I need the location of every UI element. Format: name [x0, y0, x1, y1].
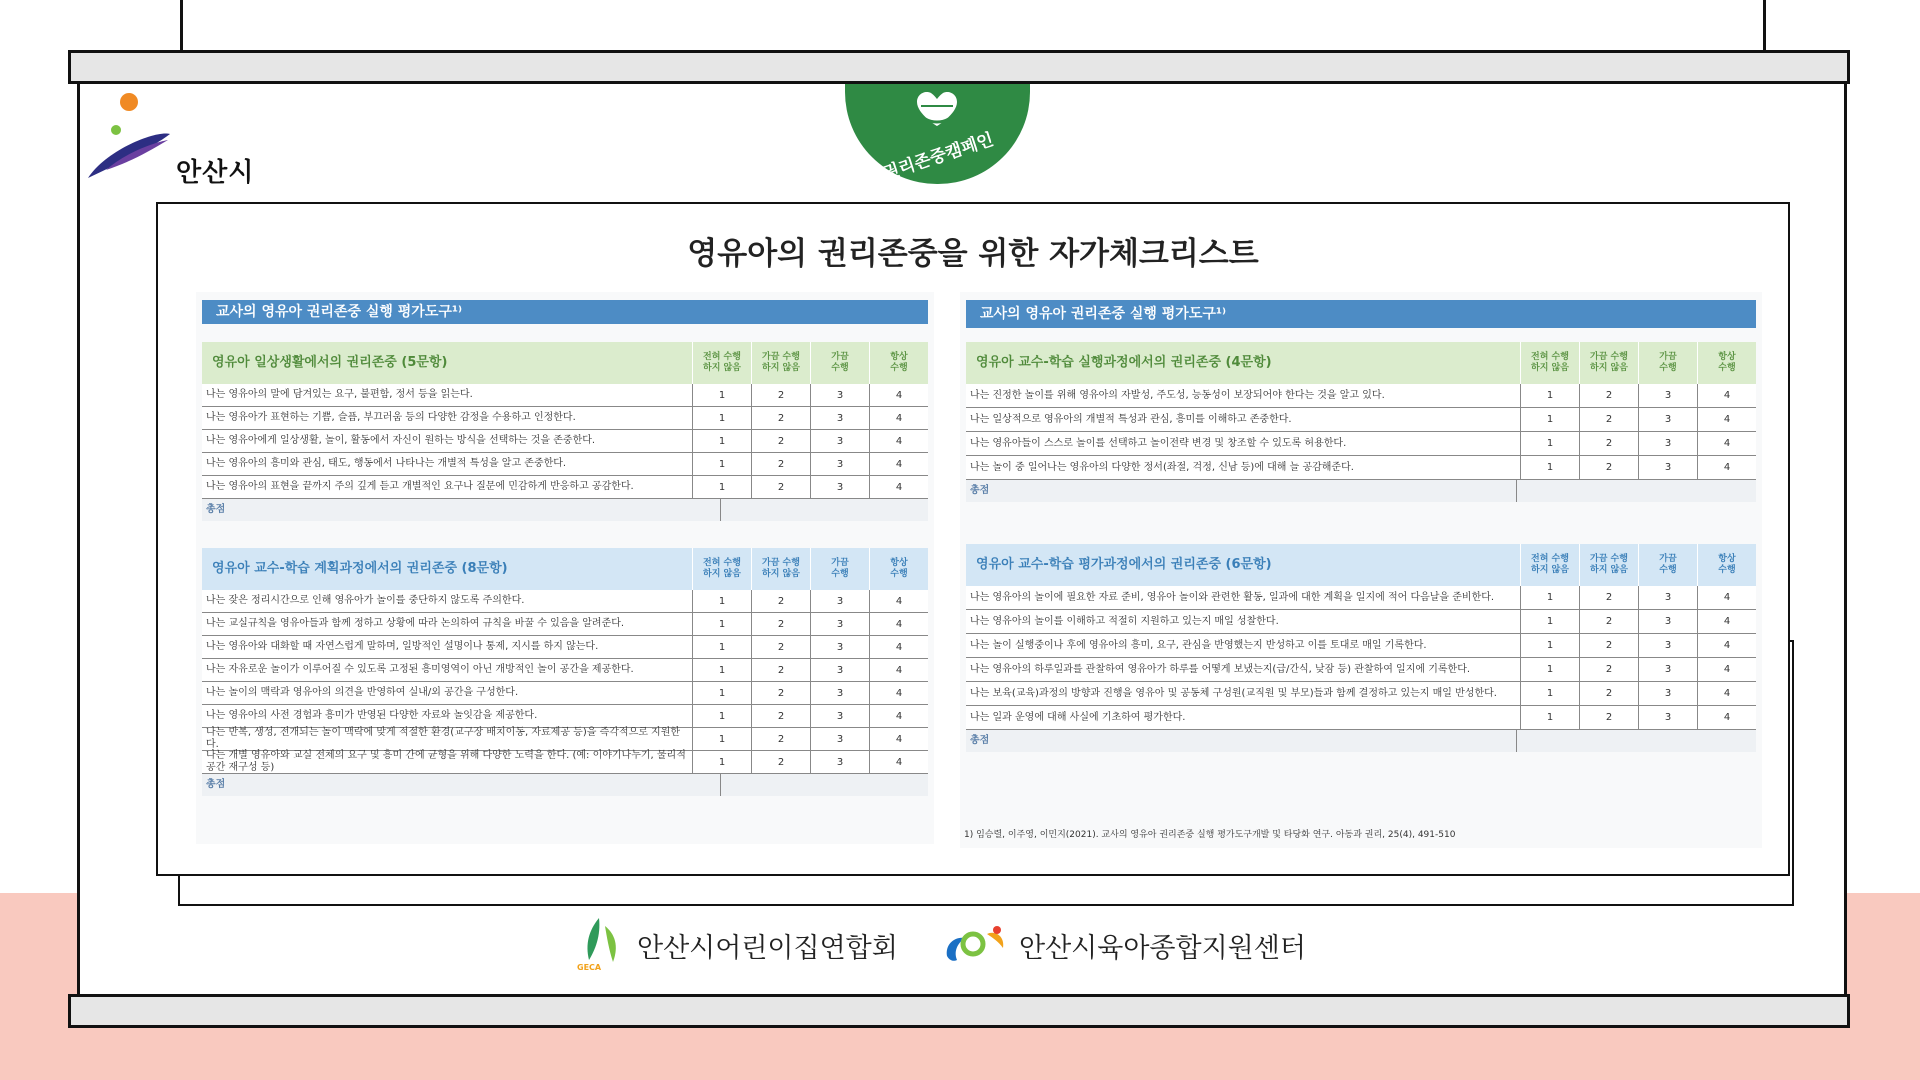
- rating-option[interactable]: 1: [1520, 384, 1579, 407]
- checklist-row: [202, 636, 928, 659]
- rating-option[interactable]: 1: [692, 430, 751, 452]
- checklist-row: [966, 658, 1756, 682]
- rating-option[interactable]: 1: [1520, 586, 1579, 609]
- section-title: 영유아 교수-학습 실행과정에서의 권리존중 (4문항): [976, 355, 1272, 370]
- checklist-row: [202, 590, 928, 613]
- rating-option[interactable]: 4: [869, 384, 928, 406]
- checklist-question: 나는 보육(교육)과정의 방향과 진행을 영유아 및 공동체 구성원(교직원 및 부모)들과 함께 결정하고 있는지 매일 반성한다.: [970, 687, 1497, 699]
- checklist-row: [966, 586, 1756, 610]
- rating-option[interactable]: 1: [1520, 658, 1579, 681]
- checklist-row: [202, 682, 928, 705]
- section-title: 영유아 교수-학습 평가과정에서의 권리존중 (6문항): [976, 557, 1272, 572]
- checklist-row: [966, 456, 1756, 480]
- rating-option[interactable]: 1: [1520, 634, 1579, 657]
- rating-option[interactable]: 4: [1697, 610, 1756, 633]
- checklist-row: [202, 384, 928, 407]
- checklist-question: 나는 개별 영유아와 교실 전체의 요구 및 흥미 간에 균형을 위해 다양한 노력을 한다. (예: 이야기나누기, 물리적 공간 재구성 등): [206, 750, 686, 773]
- rating-option[interactable]: 2: [1579, 706, 1638, 729]
- poster-title: 영유아의 권리존중을 위한 자가체크리스트: [687, 236, 1259, 272]
- rating-option[interactable]: 1: [1520, 610, 1579, 633]
- rating-option[interactable]: 3: [810, 453, 869, 475]
- checklist-row: [202, 659, 928, 682]
- rating-option[interactable]: 2: [751, 613, 810, 635]
- checklist-question: 나는 영유아의 표현을 끝까지 주의 깊게 듣고 개별적인 요구나 질문에 민감하게 반응하고 공감한다.: [206, 481, 634, 492]
- childcare-center-logo-icon: [943, 922, 1013, 966]
- top-rail: [68, 50, 1850, 84]
- rating-option[interactable]: 2: [1579, 384, 1638, 407]
- total-score-row: [966, 730, 1756, 752]
- rating-option[interactable]: 4: [1697, 432, 1756, 455]
- total-score-label: 총점: [966, 730, 1517, 752]
- rating-option[interactable]: 3: [1638, 706, 1697, 729]
- checklist-question: 나는 일과 운영에 대해 사실에 기초하여 평가한다.: [970, 711, 1186, 723]
- checklist-row: [966, 432, 1756, 456]
- rating-column-header: 가끔 수행: [810, 342, 869, 384]
- rating-option[interactable]: 2: [1579, 456, 1638, 479]
- checklist-question: 나는 자유로운 놀이가 이루어질 수 있도록 고정된 흥미영역이 아닌 개방적인 놀이 공간을 제공한다.: [206, 664, 634, 675]
- rating-option[interactable]: 4: [1697, 682, 1756, 705]
- total-score-label: 총점: [202, 774, 721, 796]
- rating-option[interactable]: 2: [1579, 658, 1638, 681]
- rating-option[interactable]: 3: [810, 728, 869, 750]
- rating-column-header: 항상 수행: [869, 548, 928, 590]
- checklist-row: [966, 384, 1756, 408]
- rating-column-header: 가끔 수행: [810, 548, 869, 590]
- top-frame: [180, 0, 1766, 52]
- rating-option[interactable]: 4: [1697, 658, 1756, 681]
- left-panel: [196, 292, 934, 844]
- rating-option[interactable]: 2: [751, 407, 810, 429]
- checklist-row: [966, 634, 1756, 658]
- rating-column-header: 가끔 수행: [1638, 342, 1697, 384]
- rating-option[interactable]: 3: [1638, 384, 1697, 407]
- section-title: 영유아 일상생활에서의 권리존중 (5문항): [212, 355, 448, 370]
- checklist-row: [966, 408, 1756, 432]
- rating-option[interactable]: 3: [1638, 456, 1697, 479]
- section-header: [202, 548, 928, 590]
- rating-option[interactable]: 2: [751, 384, 810, 406]
- rating-option[interactable]: 2: [751, 682, 810, 704]
- rating-option[interactable]: 3: [810, 636, 869, 658]
- rating-option[interactable]: 1: [1520, 456, 1579, 479]
- rating-option[interactable]: 1: [692, 453, 751, 475]
- rating-option[interactable]: 3: [810, 613, 869, 635]
- checklist-question: 나는 영유아들이 스스로 놀이를 선택하고 놀이전략 변경 및 창조할 수 있도록 허용한다.: [970, 437, 1347, 449]
- footer-org2: 안산시육아종합지원센터: [1019, 933, 1306, 964]
- rating-option[interactable]: 4: [869, 636, 928, 658]
- geca-mark: GECA: [577, 963, 602, 972]
- rating-column-header: 항상 수행: [869, 342, 928, 384]
- checklist-question: 나는 영유아의 사전 경험과 흥미가 반영된 다양한 자료와 놀잇감을 제공한다.: [206, 710, 538, 721]
- checklist-row: [202, 705, 928, 728]
- right-banner: 교사의 영유아 권리존중 실행 평가도구¹⁾: [966, 300, 1756, 328]
- rating-option[interactable]: 4: [1697, 706, 1756, 729]
- rating-option[interactable]: 3: [1638, 408, 1697, 431]
- checklist-section: [966, 544, 1756, 752]
- checklist-question: 나는 잦은 정리시간으로 인해 영유아가 놀이를 중단하지 않도록 주의한다.: [206, 595, 525, 606]
- total-score-row: [202, 499, 928, 521]
- rating-option[interactable]: 3: [1638, 432, 1697, 455]
- rating-option[interactable]: 3: [810, 476, 869, 498]
- rating-column-header: 전혀 수행 하지 않음: [692, 342, 751, 384]
- citation-footnote: 1) 임승렬, 이주영, 이민지(2021). 교사의 영유아 권리존중 실행 평가도구개발 및 타당화 연구. 아동과 권리, 25(4), 491-510: [964, 830, 1456, 840]
- rating-option[interactable]: 3: [810, 682, 869, 704]
- checklist-question: 나는 영유아의 하루일과를 관찰하여 영유아가 하루를 어떻게 보냈는지(급/간식, 낮잠 등) 관찰하여 일지에 기록한다.: [970, 663, 1471, 675]
- rating-option[interactable]: 1: [692, 407, 751, 429]
- checklist-row: [966, 682, 1756, 706]
- rating-option[interactable]: 4: [1697, 634, 1756, 657]
- rating-option[interactable]: 2: [1579, 634, 1638, 657]
- ansan-city-logo: [86, 90, 266, 188]
- rating-option[interactable]: 4: [1697, 384, 1756, 407]
- rating-option[interactable]: 2: [1579, 682, 1638, 705]
- rating-option[interactable]: 4: [869, 682, 928, 704]
- rating-option[interactable]: 4: [869, 476, 928, 498]
- total-score-row: [202, 774, 928, 796]
- rating-column-header: 전혀 수행 하지 않음: [692, 548, 751, 590]
- city-name: 안산시: [176, 158, 255, 188]
- campaign-badge-text: 권리존중캠페인: [880, 129, 997, 184]
- rating-option[interactable]: 3: [810, 430, 869, 452]
- checklist-question: 나는 놀이 중 일어나는 영유아의 다양한 정서(좌절, 걱정, 신남 등)에 대해 늘 공감해준다.: [970, 461, 1354, 473]
- checklist-question: 나는 일상적으로 영유아의 개별적 특성과 관심, 흥미를 이해하고 존중한다.: [970, 413, 1292, 425]
- checklist-question: 나는 영유아가 표현하는 기쁨, 슬픔, 부끄러움 등의 다양한 감정을 수용하고 인정한다.: [206, 412, 576, 423]
- rating-column-header: 가끔 수행 하지 않음: [751, 548, 810, 590]
- rating-option[interactable]: 1: [692, 590, 751, 612]
- rating-option[interactable]: 3: [1638, 658, 1697, 681]
- section-header: [966, 342, 1756, 384]
- checklist-question: 나는 놀이의 맥락과 영유아의 의견을 반영하여 실내/외 공간을 구성한다.: [206, 687, 519, 698]
- rating-option[interactable]: 3: [1638, 610, 1697, 633]
- rating-column-header: 가끔 수행 하지 않음: [1579, 544, 1638, 586]
- rating-option[interactable]: 2: [751, 728, 810, 750]
- rating-option[interactable]: 3: [810, 751, 869, 773]
- footer-org1: 안산시어린이집연합회: [637, 933, 898, 964]
- rating-option[interactable]: 3: [810, 705, 869, 727]
- rating-option[interactable]: 4: [869, 613, 928, 635]
- rating-option[interactable]: 1: [692, 705, 751, 727]
- rating-column-header: 가끔 수행 하지 않음: [1579, 342, 1638, 384]
- rating-option[interactable]: 3: [1638, 634, 1697, 657]
- rating-option[interactable]: 1: [692, 659, 751, 681]
- rating-option[interactable]: 4: [869, 728, 928, 750]
- rating-option[interactable]: 2: [1579, 408, 1638, 431]
- rating-option[interactable]: 1: [1520, 682, 1579, 705]
- rating-option[interactable]: 4: [1697, 456, 1756, 479]
- rating-option[interactable]: 3: [810, 407, 869, 429]
- right-panel: [960, 292, 1762, 848]
- checklist-question: 나는 진정한 놀이를 위해 영유아의 자발성, 주도성, 능동성이 보장되어야 한다는 것을 알고 있다.: [970, 389, 1385, 401]
- rating-option[interactable]: 3: [1638, 586, 1697, 609]
- rating-column-header: 가끔 수행 하지 않음: [751, 342, 810, 384]
- rating-option[interactable]: 4: [1697, 586, 1756, 609]
- rating-column-header: 전혀 수행 하지 않음: [1520, 544, 1579, 586]
- campaign-badge: [845, 84, 1030, 184]
- checklist-row: [966, 706, 1756, 730]
- rating-option[interactable]: 2: [751, 453, 810, 475]
- rating-option[interactable]: 2: [751, 751, 810, 773]
- rating-option[interactable]: 4: [1697, 408, 1756, 431]
- geca-logo-icon: [575, 916, 625, 972]
- rating-option[interactable]: 2: [751, 476, 810, 498]
- rating-option[interactable]: 1: [1520, 408, 1579, 431]
- total-score-row: [966, 480, 1756, 502]
- total-score-label: 총점: [202, 499, 721, 521]
- rating-option[interactable]: 4: [869, 407, 928, 429]
- rating-option[interactable]: 1: [692, 613, 751, 635]
- rating-option[interactable]: 3: [1638, 682, 1697, 705]
- rating-option[interactable]: 2: [751, 636, 810, 658]
- checklist-row: [202, 751, 928, 774]
- total-score-label: 총점: [966, 480, 1517, 502]
- rating-column-header: 항상 수행: [1697, 544, 1756, 586]
- rating-option[interactable]: 4: [869, 705, 928, 727]
- rating-option[interactable]: 1: [692, 728, 751, 750]
- rating-option[interactable]: 2: [751, 590, 810, 612]
- rating-column-header: 항상 수행: [1697, 342, 1756, 384]
- checklist-row: [202, 476, 928, 499]
- ansan-logo-icon: [86, 90, 176, 185]
- checklist-row: [202, 407, 928, 430]
- rating-option[interactable]: 4: [869, 590, 928, 612]
- checklist-row: [202, 728, 928, 751]
- checklist-question: 나는 영유아와 대화할 때 자연스럽게 말하며, 일방적인 설명이나 통제, 지시를 하지 않는다.: [206, 641, 599, 652]
- footer-logos: [575, 916, 1375, 976]
- checklist-question: 나는 반복, 생성, 전개되는 놀이 맥락에 맞게 적절한 환경(교구장 배치이동, 자료제공 등)을 즉각적으로 지원한다.: [206, 727, 681, 750]
- bottom-rail: [68, 994, 1850, 1028]
- rating-option[interactable]: 3: [810, 659, 869, 681]
- left-banner: 교사의 영유아 권리존중 실행 평가도구¹⁾: [202, 300, 928, 324]
- rating-column-header: 가끔 수행: [1638, 544, 1697, 586]
- checklist-row: [202, 453, 928, 476]
- rating-option[interactable]: 1: [692, 682, 751, 704]
- rating-option[interactable]: 4: [869, 751, 928, 773]
- rating-option[interactable]: 3: [810, 384, 869, 406]
- checklist-question: 나는 놀이 실행중이나 후에 영유아의 흥미, 요구, 관심을 반영했는지 반성하고 이를 토대로 매일 기록한다.: [970, 639, 1427, 651]
- rating-column-header: 전혀 수행 하지 않음: [1520, 342, 1579, 384]
- rating-option[interactable]: 2: [1579, 432, 1638, 455]
- rating-option[interactable]: 1: [692, 384, 751, 406]
- rating-option[interactable]: 1: [692, 476, 751, 498]
- rating-option[interactable]: 2: [1579, 586, 1638, 609]
- rating-option[interactable]: 4: [869, 430, 928, 452]
- checklist-question: 나는 영유아의 놀이에 필요한 자료 준비, 영유아 놀이와 관련한 활동, 일과에 대한 계획을 일지에 적어 다음날을 준비한다.: [970, 591, 1495, 603]
- checklist-question: 나는 영유아의 흥미와 관심, 태도, 행동에서 나타나는 개별적 특성을 알고 존중한다.: [206, 458, 567, 469]
- checklist-question: 나는 영유아의 말에 담겨있는 요구, 불편함, 정서 등을 읽는다.: [206, 389, 473, 400]
- checklist-row: [966, 610, 1756, 634]
- checklist-section: [202, 548, 928, 796]
- rating-option[interactable]: 1: [1520, 432, 1579, 455]
- rating-option[interactable]: 1: [1520, 706, 1579, 729]
- rating-option[interactable]: 2: [751, 659, 810, 681]
- rating-option[interactable]: 1: [692, 636, 751, 658]
- checklist-section: [202, 342, 928, 521]
- section-header: [202, 342, 928, 384]
- checklist-question: 나는 교실규칙을 영유아들과 함께 정하고 상황에 따라 논의하여 규칙을 바꿀 수 있음을 알려준다.: [206, 618, 625, 629]
- rating-option[interactable]: 4: [869, 453, 928, 475]
- checklist-question: 나는 영유아에게 일상생활, 놀이, 활동에서 자신이 원하는 방식을 선택하는 것을 존중한다.: [206, 435, 596, 446]
- checklist-row: [202, 430, 928, 453]
- rating-option[interactable]: 1: [692, 751, 751, 773]
- section-title: 영유아 교수-학습 계획과정에서의 권리존중 (8문항): [212, 561, 508, 576]
- rating-option[interactable]: 2: [751, 430, 810, 452]
- rating-option[interactable]: 3: [810, 590, 869, 612]
- checklist-question: 나는 영유아의 놀이를 이해하고 적절히 지원하고 있는지 매일 성찰한다.: [970, 615, 1279, 627]
- section-header: [966, 544, 1756, 586]
- checklist-row: [202, 613, 928, 636]
- rating-option[interactable]: 4: [869, 659, 928, 681]
- rating-option[interactable]: 2: [751, 705, 810, 727]
- checklist-poster: [156, 202, 1790, 876]
- rating-option[interactable]: 2: [1579, 610, 1638, 633]
- checklist-section: [966, 342, 1756, 502]
